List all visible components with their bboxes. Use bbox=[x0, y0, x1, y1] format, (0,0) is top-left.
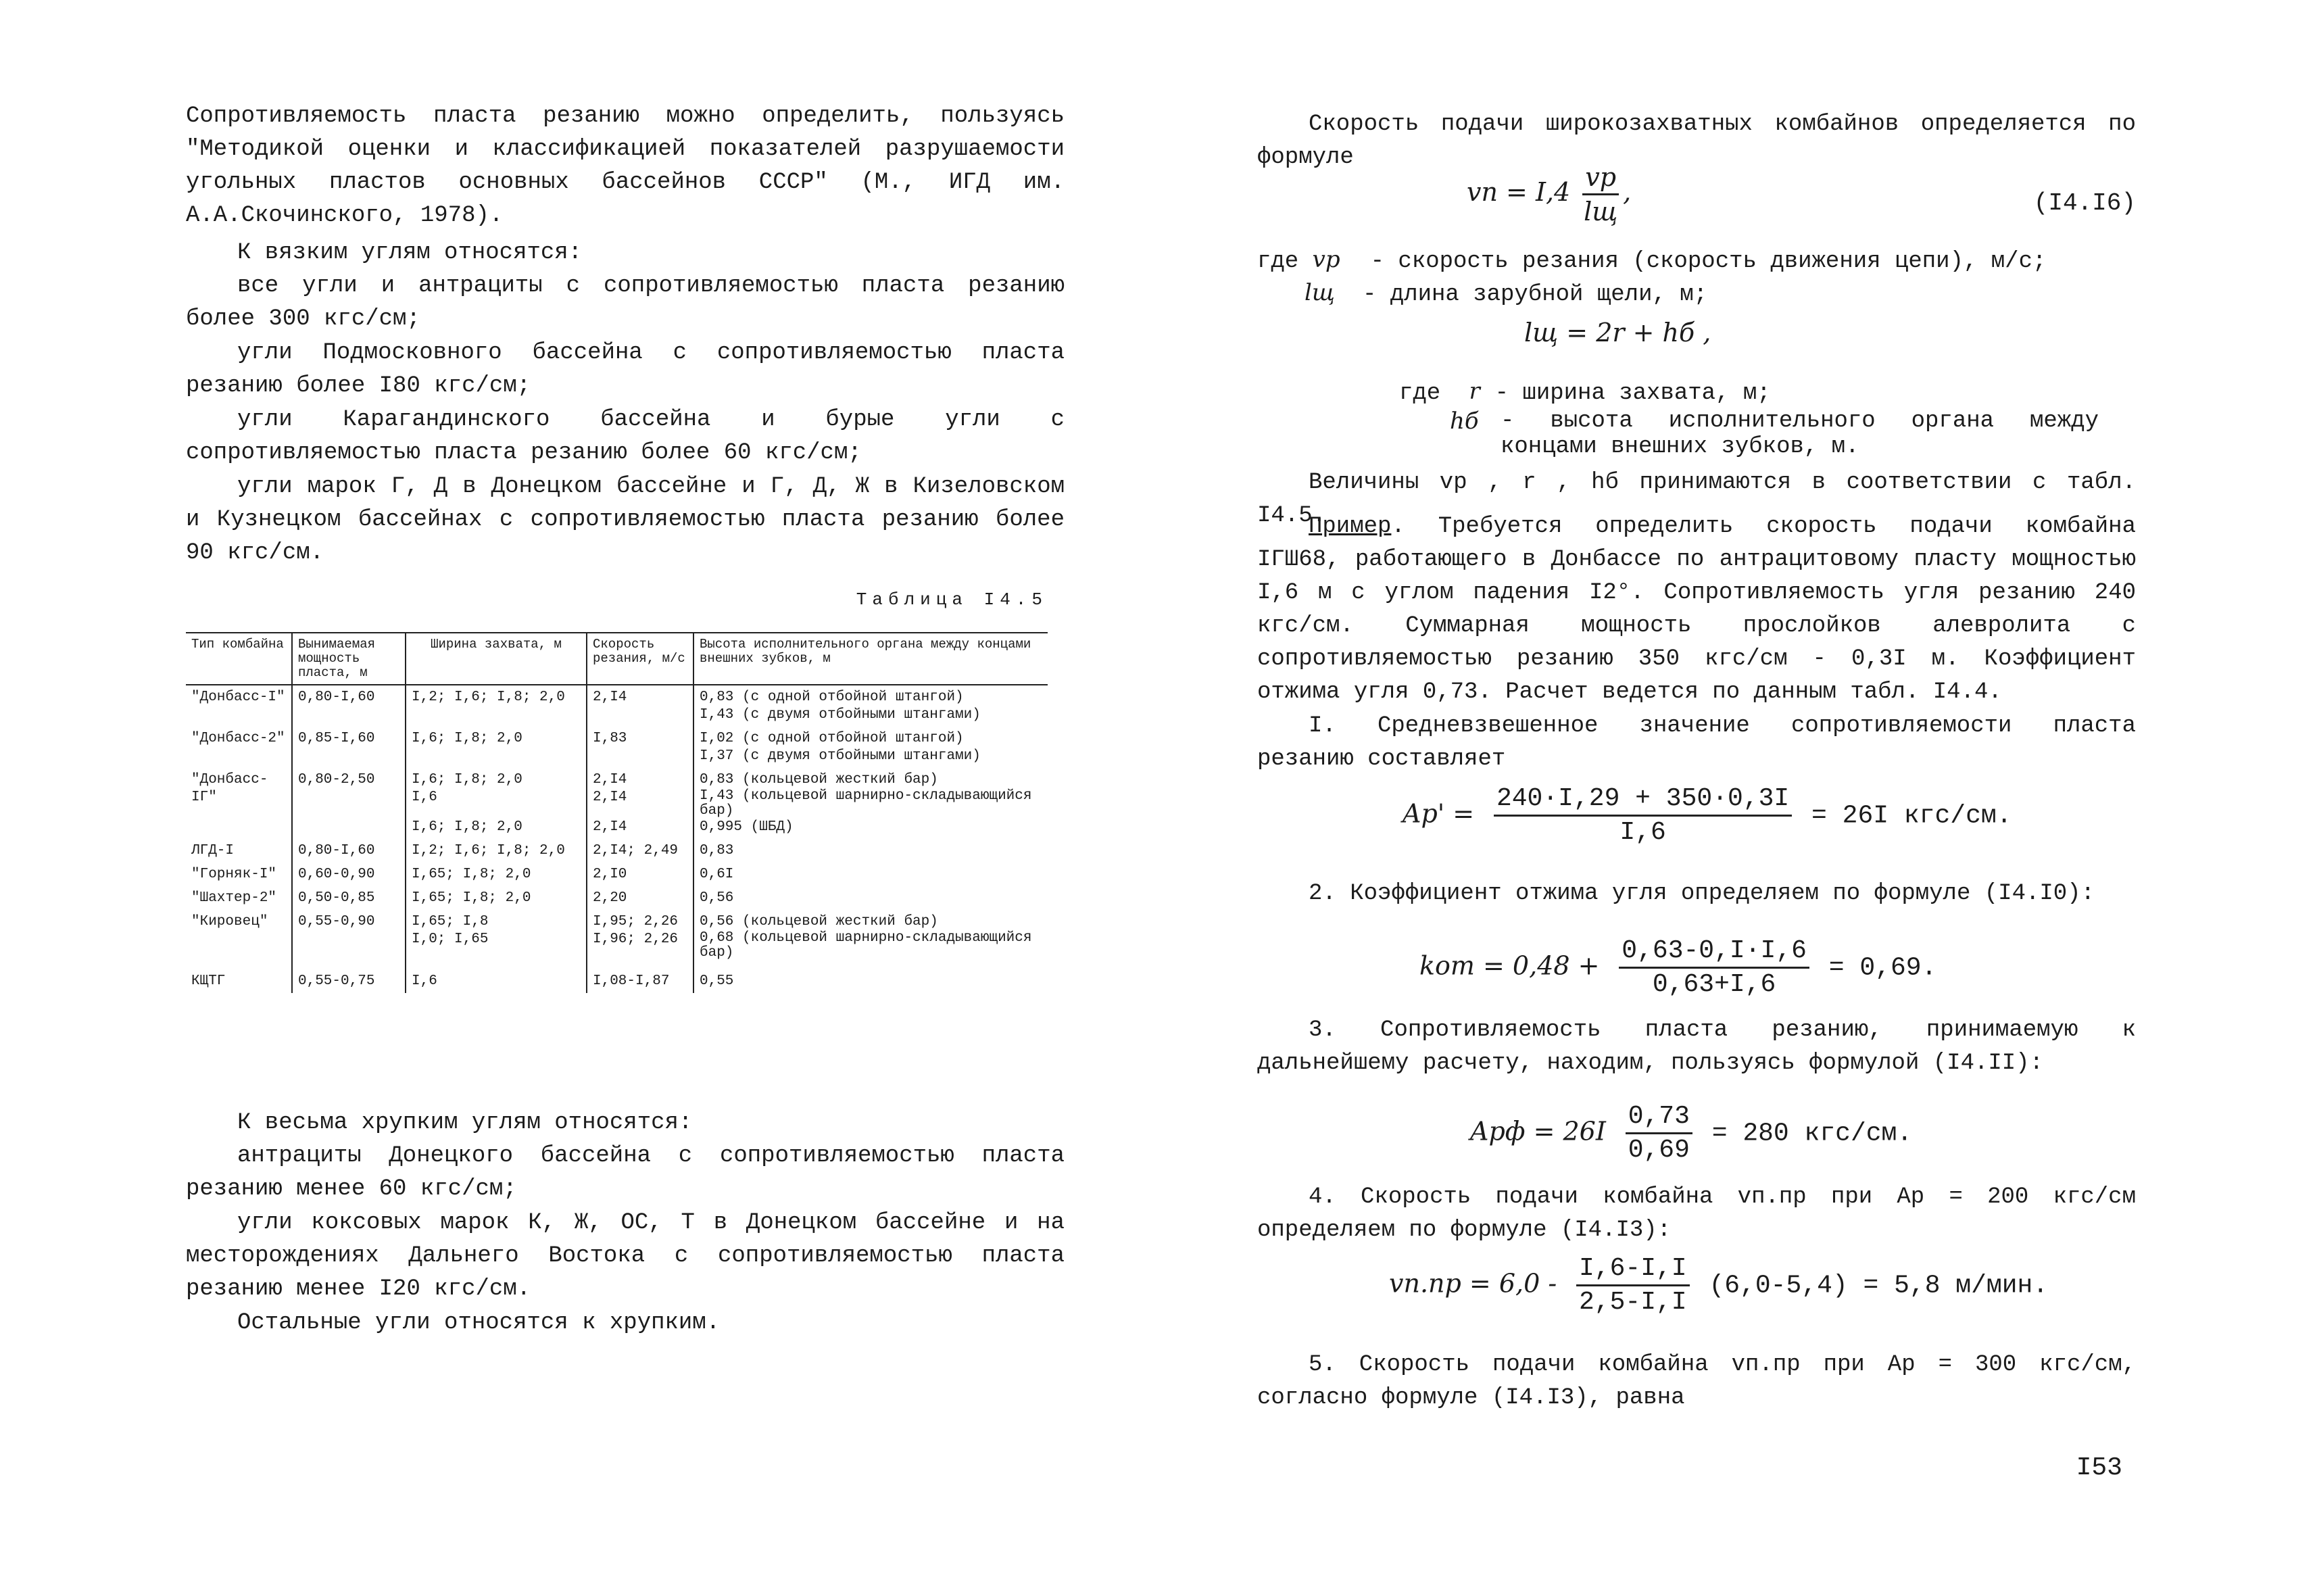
cell-height bbox=[693, 910, 1048, 963]
cell-type: "Горняк-I" bbox=[191, 867, 277, 882]
value: I,6; I,8; 2,0 bbox=[412, 772, 522, 788]
step-3: 3. Сопротивляемость пласта резанию, принимаемую к дальнейшему расчету, находим, пользуясь формулой (I4.II): bbox=[1257, 1017, 2136, 1076]
value: I,65; I,8 bbox=[412, 914, 489, 929]
cell-width bbox=[406, 963, 587, 993]
value: I,08-I,87 bbox=[593, 973, 670, 989]
cell-height bbox=[693, 685, 1048, 727]
brittle-item: антрациты Донецкого бассейна с сопротивляемостью пласта резанию менее 60 кгс/см; bbox=[186, 1143, 1065, 1202]
equation-number: (I4.I6) bbox=[2033, 189, 2136, 217]
denominator: lщ bbox=[1584, 197, 1618, 226]
value: 2,I4 bbox=[593, 790, 627, 805]
viscous-item: угли марок Г, Д в Донецком бассейне и Г, Д, Ж в Кизеловском и Кузнецком бассейнах с сопротивляемостью пласта резанию более 90 кгс/см. bbox=[186, 474, 1065, 566]
table-row bbox=[186, 863, 1048, 886]
formula-lhs: Ap' = bbox=[1403, 798, 1475, 829]
symbol: lщ bbox=[1305, 279, 1335, 306]
value: I,6 bbox=[412, 973, 437, 989]
value: I,43 (с двумя отбойными штангами) bbox=[700, 707, 981, 723]
cell-speed bbox=[587, 863, 693, 886]
value: 2,I0 bbox=[593, 867, 627, 882]
formula-rhs: = 26I кгс/см. bbox=[1811, 801, 2012, 831]
definition-line bbox=[1257, 276, 2136, 312]
right-page bbox=[1257, 0, 2136, 1596]
value: I,65; I,8; 2,0 bbox=[412, 867, 531, 882]
numerator: vр bbox=[1582, 162, 1619, 195]
value: I,6; I,8; 2,0 bbox=[412, 819, 522, 835]
cell-type: "Донбасс-I" bbox=[191, 690, 285, 705]
paragraph-method: Сопротивляемость пласта резанию можно определить, пользуясь "Методикой оценки и классификацией показателей разрушаемости угольных пластов основных бассейнов СССР" (М., ИГД им. А.А.Скочинского, 1978). bbox=[186, 103, 1065, 228]
definition-line bbox=[1257, 243, 2136, 279]
definition-line bbox=[1257, 408, 2136, 460]
viscous-item: угли Подмосковного бассейна с сопротивляемостью пласта резанию более I80 кгс/см; bbox=[186, 340, 1065, 399]
value: I,95; 2,26 bbox=[593, 914, 679, 929]
value: 2,I4 bbox=[593, 819, 627, 835]
denominator: 0,63+I,6 bbox=[1652, 970, 1776, 999]
step-1: I. Средневзвешенное значение сопротивляемости пласта резанию составляет bbox=[1257, 713, 2136, 772]
formula-i4-16 bbox=[1467, 162, 1631, 226]
formula-rhs: = 0,69. bbox=[1828, 953, 1937, 983]
numerator: 0,73 bbox=[1626, 1102, 1692, 1134]
value: 0,83 (с одной отбойной штангой) bbox=[700, 690, 964, 705]
viscous-item: угли Карагандинского бассейна и бурые угли с сопротивляемостью пласта резанию более 60 кгс/см; bbox=[186, 407, 1065, 466]
cell-type: ЛГД-I bbox=[191, 843, 235, 859]
formula-ap bbox=[1403, 784, 2012, 847]
cell-speed bbox=[587, 963, 693, 993]
value: I,96; 2,26 bbox=[593, 932, 679, 947]
cell-height bbox=[693, 963, 1048, 993]
column-header: Тип комбайна bbox=[186, 633, 292, 685]
value: I,43 (кольцевой шарнирно-складывающийся бар) bbox=[700, 788, 1032, 819]
table-row bbox=[186, 685, 1048, 727]
value: 2,I4 bbox=[593, 690, 627, 705]
fraction bbox=[1619, 936, 1809, 999]
cell-thickness: 0,55-0,90 bbox=[292, 910, 406, 963]
value: I,2; I,6; I,8; 2,0 bbox=[412, 690, 565, 705]
brittle-heading: К весьма хрупким углям относятся: bbox=[237, 1110, 693, 1136]
cell-width bbox=[406, 768, 587, 839]
fraction bbox=[1582, 162, 1619, 226]
numerator: I,6-I,I bbox=[1576, 1254, 1690, 1286]
value: I,2; I,6; I,8; 2,0 bbox=[412, 843, 565, 859]
step-2: 2. Коэффициент отжима угля определяем по формуле (I4.I0): bbox=[1309, 881, 2095, 906]
formula-apf bbox=[1470, 1102, 1912, 1165]
cell-thickness: 0,50-0,85 bbox=[292, 886, 406, 910]
values-line: Величины vр , r , hб принимаются в соответствии с табл. I4.5. bbox=[1257, 470, 2136, 529]
cell-height bbox=[693, 768, 1048, 839]
intro-text: Скорость подачи широкозахватных комбайнов определяется по формуле bbox=[1257, 112, 2136, 170]
symbol: r bbox=[1469, 378, 1480, 405]
where-label: где bbox=[1257, 249, 1299, 274]
formula-lhs: kот = 0,48 + bbox=[1419, 950, 1600, 981]
value: 0,68 (кольцевой шарнирно-складывающийся бар) bbox=[700, 930, 1032, 961]
cell-width bbox=[406, 685, 587, 727]
formula-rhs: = 280 кгс/см. bbox=[1711, 1119, 1913, 1148]
cell-thickness: 0,80-I,60 bbox=[292, 685, 406, 727]
cell-speed bbox=[587, 886, 693, 910]
numerator: 0,63-0,I·I,6 bbox=[1619, 936, 1809, 969]
definition-text: - ширина захвата, м; bbox=[1494, 381, 1771, 406]
denominator: 0,69 bbox=[1628, 1136, 1690, 1165]
cell-speed bbox=[587, 910, 693, 963]
cell-speed bbox=[587, 727, 693, 768]
numerator: 240·I,29 + 350·0,3I bbox=[1494, 784, 1792, 817]
example-paragraph bbox=[1257, 510, 2136, 709]
cell-type: "Донбасс-IГ" bbox=[191, 772, 268, 805]
table-row bbox=[186, 963, 1048, 993]
formula-vnp bbox=[1389, 1254, 2048, 1317]
where-label: где bbox=[1399, 381, 1441, 406]
cell-height bbox=[693, 727, 1048, 768]
cell-thickness: 0,80-2,50 bbox=[292, 768, 406, 839]
table-row bbox=[186, 768, 1048, 839]
column-header: Ширина захвата, м bbox=[406, 633, 587, 685]
step-5: 5. Скорость подачи комбайна vп.пр при Ap = 300 кгс/см, согласно формуле (I4.I3), равна bbox=[1257, 1352, 2136, 1411]
formula-lhs: vп = I,4 bbox=[1467, 177, 1571, 207]
value: I,83 bbox=[593, 731, 627, 746]
cell-thickness: 0,55-0,75 bbox=[292, 963, 406, 993]
cell-speed bbox=[587, 685, 693, 727]
cell-height bbox=[693, 839, 1048, 863]
cell-height bbox=[693, 886, 1048, 910]
cell-thickness: 0,60-0,90 bbox=[292, 863, 406, 886]
value: 0,83 (кольцевой жесткий бар) bbox=[700, 772, 938, 788]
formula-lhs: Apф = 26I bbox=[1470, 1116, 1606, 1146]
column-header: Вынимаемая мощность пласта, м bbox=[292, 633, 406, 685]
value: 0,995 (ШБД) bbox=[700, 819, 794, 835]
definition-text: - высота исполнительного органа между концами внешних зубков, м. bbox=[1501, 408, 2099, 460]
cell-height bbox=[693, 863, 1048, 886]
value: 0,6I bbox=[700, 867, 734, 882]
cell-width bbox=[406, 727, 587, 768]
value: 2,I4 bbox=[593, 772, 627, 788]
formula-slot-length: lщ = 2r + hб , bbox=[1524, 318, 1711, 347]
value: I,0; I,65 bbox=[412, 932, 489, 947]
formula-lhs: vп.пр = 6,0 - bbox=[1389, 1268, 1557, 1299]
cell-width bbox=[406, 886, 587, 910]
symbol: vр bbox=[1312, 246, 1340, 273]
table-header-row bbox=[186, 633, 1048, 685]
formula-rhs: (6,0-5,4) = 5,8 м/мин. bbox=[1709, 1271, 2049, 1301]
value: I,6; I,8; 2,0 bbox=[412, 731, 522, 746]
definition-text: - длина зарубной щели, м; bbox=[1363, 282, 1708, 308]
rest-text: Остальные угли относятся к хрупким. bbox=[237, 1310, 721, 1336]
table-row bbox=[186, 839, 1048, 863]
cell-type: "Кировец" bbox=[191, 914, 268, 929]
value: 0,56 bbox=[700, 890, 734, 906]
value: 0,55 bbox=[700, 973, 734, 989]
value: 0,56 (кольцевой жесткий бар) bbox=[700, 914, 938, 929]
denominator: 2,5-I,I bbox=[1578, 1288, 1687, 1317]
table-caption: Таблица I4.5 bbox=[856, 589, 1048, 610]
value: I,6 bbox=[412, 790, 437, 805]
value: 2,I4; 2,49 bbox=[593, 843, 679, 859]
fraction bbox=[1494, 784, 1792, 847]
fraction bbox=[1576, 1254, 1690, 1317]
cell-thickness: 0,80-I,60 bbox=[292, 839, 406, 863]
formula-tail: , bbox=[1623, 177, 1632, 207]
step-4: 4. Скорость подачи комбайна vп.пр при Ap = 200 кгс/см определяем по формуле (I4.I3): bbox=[1257, 1184, 2136, 1243]
column-header: Скорость резания, м/с bbox=[587, 633, 693, 685]
value: I,02 (с одной отбойной штангой) bbox=[700, 731, 964, 746]
left-page bbox=[186, 0, 1065, 1596]
cell-type: "Донбасс-2" bbox=[191, 731, 285, 746]
value: I,37 (с двумя отбойными штангами) bbox=[700, 748, 981, 764]
example-text: . Требуется определить скорость подачи комбайна IГШ68, работающего в Донбассе по антрацитовому пласту мощностью I,6 м с углом падения I2°. Сопротивляемость угля резанию 240 кгс/см. Суммарная мощность прослойков алевролита с сопротивляемостью резанию 350 кгс/см - 0,3I м. Коэффициент отжима угля 0,73. Расчет ведется по данным табл. I4.4. bbox=[1257, 514, 2136, 705]
combine-table bbox=[186, 632, 1048, 993]
cell-thickness: 0,85-I,60 bbox=[292, 727, 406, 768]
symbol: hб bbox=[1450, 408, 1479, 435]
definition-line bbox=[1257, 375, 2136, 410]
table-row bbox=[186, 727, 1048, 768]
cell-width bbox=[406, 910, 587, 963]
cell-width bbox=[406, 839, 587, 863]
column-header: Высота исполнительного органа между концами внешних зубков, м bbox=[693, 633, 1048, 685]
cell-type: "Шахтер-2" bbox=[191, 890, 277, 906]
value: 0,83 bbox=[700, 843, 734, 859]
denominator: I,6 bbox=[1619, 818, 1666, 847]
cell-speed bbox=[587, 839, 693, 863]
definition-text: - скорость резания (скорость движения цепи), м/с; bbox=[1370, 249, 2047, 274]
cell-type: КЩТГ bbox=[191, 973, 226, 989]
table-row bbox=[186, 886, 1048, 910]
table-row bbox=[186, 910, 1048, 963]
viscous-heading: К вязким углям относятся: bbox=[237, 240, 583, 266]
page-number: I53 bbox=[2076, 1453, 2122, 1482]
viscous-item: все угли и антрациты с сопротивляемостью пласта резанию более 300 кгс/см; bbox=[186, 273, 1065, 332]
fraction bbox=[1626, 1102, 1692, 1165]
cell-speed bbox=[587, 768, 693, 839]
value: I,65; I,8; 2,0 bbox=[412, 890, 531, 906]
formula-kot bbox=[1419, 936, 1936, 999]
example-label: Пример bbox=[1309, 514, 1392, 539]
value: 2,20 bbox=[593, 890, 627, 906]
brittle-item: угли коксовых марок К, Ж, ОС, Т в Донецком бассейне и на месторождениях Дальнего Востока с сопротивляемостью пласта резанию менее I20 кгс/см. bbox=[186, 1210, 1065, 1302]
cell-width bbox=[406, 863, 587, 886]
